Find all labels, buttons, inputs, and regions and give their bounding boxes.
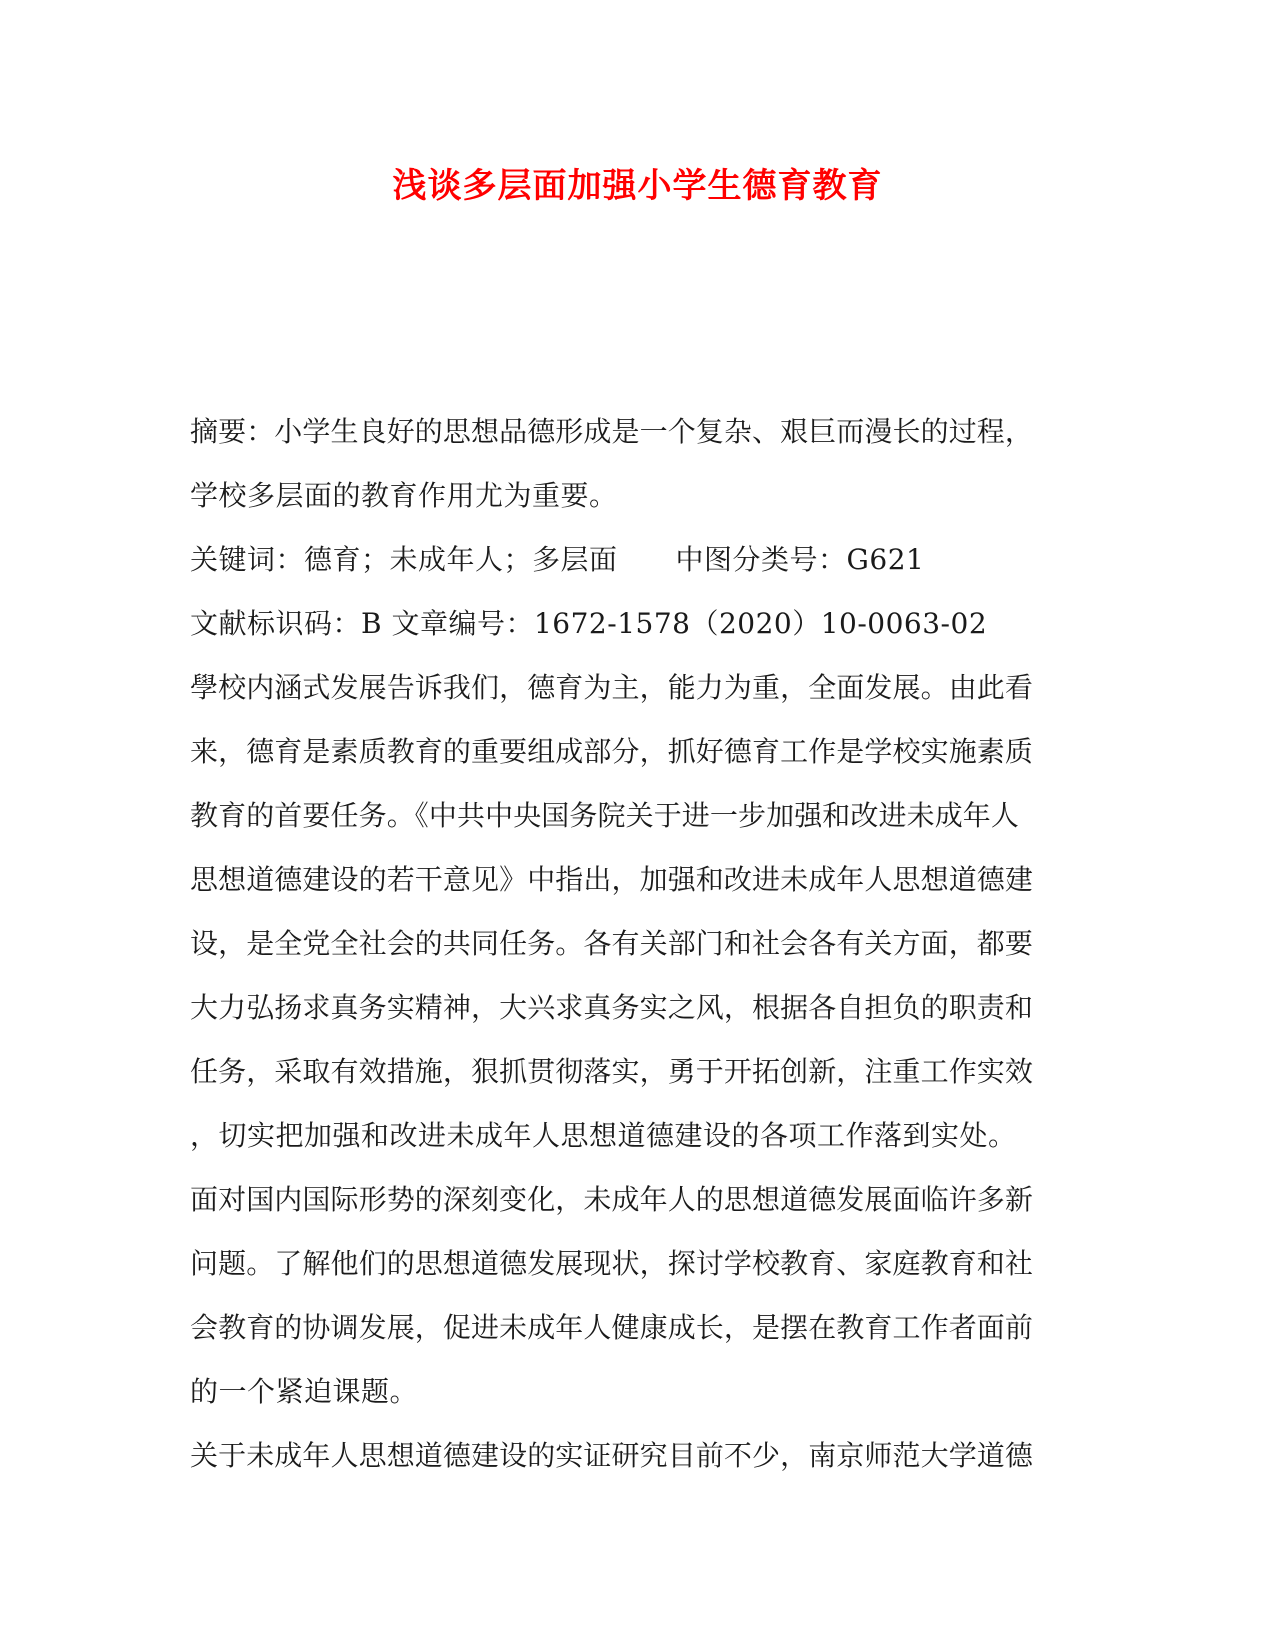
document-identifier-line: 文献标识码：B 文章编号：1672-1578（2020）10-0063-02: [190, 607, 988, 640]
paragraph-2-line-1: 面对国内国际形势的深刻变化，未成年人的思想道德发展面临许多新: [190, 1183, 1034, 1216]
abstract-line-2: 学校多层面的教育作用尤为重要。: [190, 479, 618, 512]
paragraph-1-line-2: 来，德育是素质教育的重要组成部分，抓好德育工作是学校实施素质: [190, 735, 1034, 768]
classification-number: 中图分类号：G621: [675, 543, 925, 576]
abstract-line-1: 摘要：小学生良好的思想品德形成是一个复杂、艰巨而漫长的过程，: [190, 415, 1034, 448]
paragraph-1-line-3: 教育的首要任务。《中共中央国务院关于进一步加强和改进未成年人: [190, 799, 1020, 832]
paragraph-1-line-8: ，切实把加强和改进未成年人思想道德建设的各项工作落到实处。: [190, 1119, 1017, 1152]
paragraph-1-line-7: 任务，采取有效措施，狠抓贯彻落实，勇于开拓创新，注重工作实效: [190, 1055, 1034, 1088]
keywords-text: 关键词：德育；未成年人；多层面: [190, 543, 618, 576]
paragraph-1-line-4: 思想道德建设的若干意见》中指出，加强和改进未成年人思想道德建: [190, 863, 1034, 896]
keywords-line: [190, 528, 1072, 592]
document-body: [190, 400, 1072, 1488]
paragraph-1-line-6: 大力弘扬求真务实精神，大兴求真务实之风，根据各自担负的职责和: [190, 991, 1034, 1024]
paragraph-2-line-4: 的一个紧迫课题。: [190, 1375, 419, 1408]
paragraph-2-line-3: 会教育的协调发展，促进未成年人健康成长，是摆在教育工作者面前: [190, 1311, 1034, 1344]
document-title: 浅谈多层面加强小学生德育教育: [392, 166, 883, 206]
paragraph-3-line-1: 关于未成年人思想道德建设的实证研究目前不少，南京师范大学道德: [190, 1439, 1034, 1472]
paragraph-1-line-1: 學校内涵式发展告诉我们，德育为主，能力为重，全面发展。由此看: [190, 671, 1034, 704]
paragraph-2-line-2: 问题。了解他们的思想道德发展现状，探讨学校教育、家庭教育和社: [190, 1247, 1034, 1280]
paragraph-1-line-5: 设，是全党全社会的共同任务。各有关部门和社会各有关方面，都要: [190, 927, 1034, 960]
